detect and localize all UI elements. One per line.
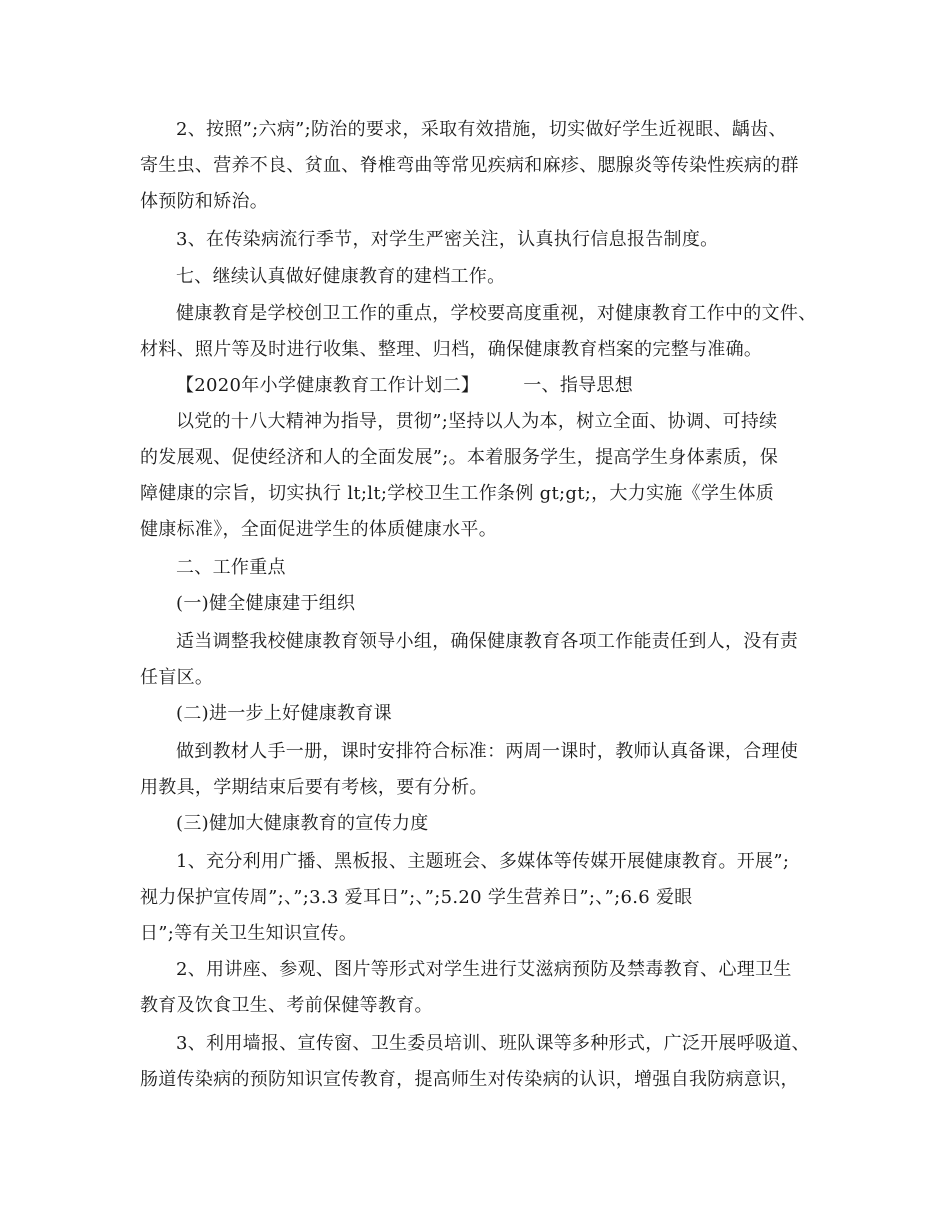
paragraph-line: 任盲区。 [140, 667, 214, 688]
paragraph-line: 3、在传染病流行季节，对学生严密关注，认真执行信息报告制度。 [176, 229, 719, 250]
section-heading: 七、继续认真做好健康教育的建档工作。 [176, 266, 506, 287]
paragraph-line: 体预防和矫治。 [140, 191, 269, 212]
paragraph-line: 教育及饮食卫生、考前保健等教育。 [140, 995, 433, 1016]
subsection-heading: (三)健加大健康教育的宣传力度 [176, 813, 429, 834]
section-heading: 一、指导思想 [523, 375, 634, 396]
paragraph-line: 肠道传染病的预防知识宣传教育，提高师生对传染病的认识，增强自我防病意识， [140, 1069, 799, 1090]
paragraph-line: 视力保护宣传周”;、”;3.3 爱耳日”;、”;5.20 学生营养日”;、”;6.6 爱眼 [140, 887, 693, 908]
paragraph-line: 1、充分利用广播、黑板报、主题班会、多媒体等传媒开展健康教育。开展”; [176, 851, 790, 872]
paragraph-line: 2、按照”;六病”;防治的要求，采取有效措施，切实做好学生近视眼、龋齿、 [176, 119, 787, 140]
paragraph-line: 2、用讲座、参观、图片等形式对学生进行艾滋病预防及禁毒教育、心理卫生 [176, 959, 792, 980]
paragraph-line: 的发展观、促使经济和人的全面发展”;。本着服务学生，提高学生身体素质，保 [140, 447, 779, 468]
subsection-heading: (二)进一步上好健康教育课 [176, 703, 392, 724]
paragraph-line: 以党的十八大精神为指导，贯彻”;坚持以人为本，树立全面、协调、可持续 [176, 411, 778, 432]
plan-title-line [176, 374, 633, 398]
paragraph-line: 适当调整我校健康教育领导小组，确保健康教育各项工作能责任到人，没有责 [176, 631, 799, 652]
paragraph-line: 材料、照片等及时进行收集、整理、归档，确保健康教育档案的完整与准确。 [140, 339, 763, 360]
section-heading: 二、工作重点 [176, 557, 286, 578]
paragraph-line: 健康标准》，全面促进学生的体质健康水平。 [140, 519, 497, 540]
paragraph-line: 用教具，学期结束后要有考核，要有分析。 [140, 777, 488, 798]
subsection-heading: (一)健全健康建于组织 [176, 593, 356, 614]
paragraph-line: 寄生虫、营养不良、贫血、脊椎弯曲等常见疾病和麻疹、腮腺炎等传染性疾病的群 [140, 155, 799, 176]
paragraph-line: 健康教育是学校创卫工作的重点，学校要高度重视，对健康教育工作中的文件、 [176, 303, 817, 324]
paragraph-line: 日”;等有关卫生知识宣传。 [140, 923, 358, 944]
paragraph-line: 障健康的宗旨，切实执行 lt;lt;学校卫生工作条例 gt;gt;，大力实施《学生体质 [140, 483, 775, 504]
paragraph-line: 3、利用墙报、宣传窗、卫生委员培训、班队课等多种形式，广泛开展呼吸道、 [176, 1033, 810, 1054]
plan-title: 【2020年小学健康教育工作计划二】 [176, 375, 480, 396]
paragraph-line: 做到教材人手一册，课时安排符合标准：两周一课时，教师认真备课，合理使 [176, 741, 799, 762]
